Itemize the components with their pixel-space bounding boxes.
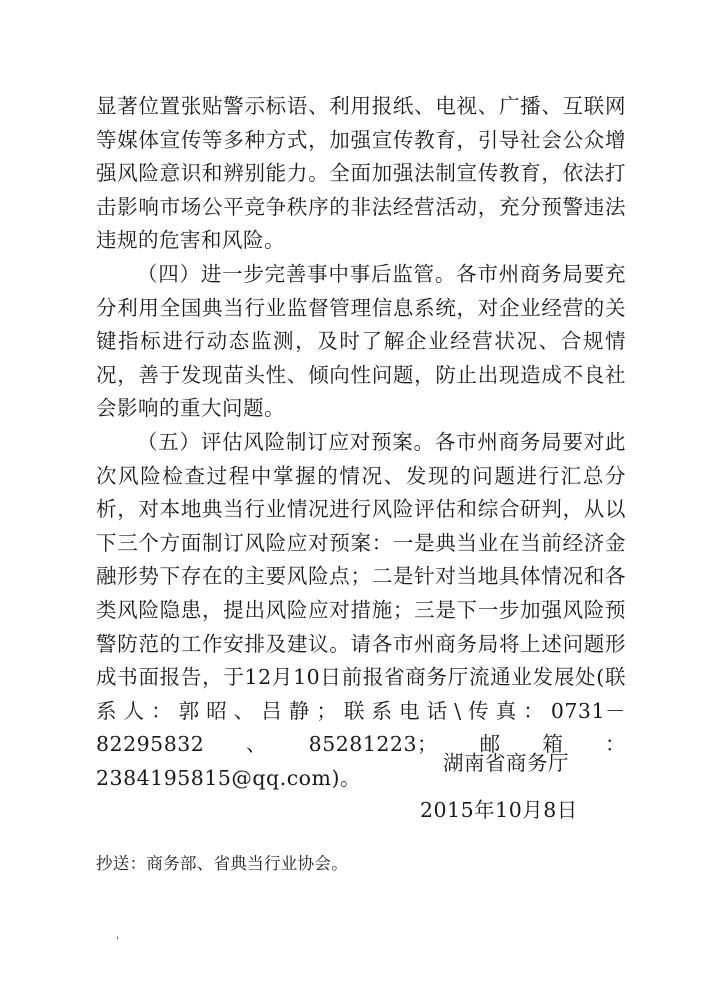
signature-organization: 湖南省商务厅 (443, 751, 569, 775)
paragraph-publicity: 显著位置张贴警示标语、利用报纸、电视、广播、互联网等媒体宣传等多种方式，加强宣传教育，引导社会公众增强风险意识和辨别能力。全面加强法制宣传教育，依法打击影响市场公平竞争秩序的非法经营活动，充分预警违法违规的危害和风险。 (96, 94, 626, 253)
cc-line: 抄送：商务部、省典当行业协会。 (96, 854, 348, 873)
stray-mark: ' (116, 936, 119, 947)
paragraph-supervision: （四）进一步完善事中事后监管。各市州商务局要充分利用全国典当行业监督管理信息系统，对企业经营的关键指标进行动态监测，及时了解企业经营状况、合规情况，善于发现苗头性、倾向性问题，防止出现造成不良社会影响的重大问题。 (96, 261, 626, 421)
paragraph-risk-plan: （五）评估风险制订应对预案。各市州商务局要对此次风险检查过程中掌握的情况、发现的问题进行汇总分析，对本地典当行业情况进行风险评估和综合研判，从以下三个方面制订风险应对预案：一是典当业在当前经济金融形势下存在的主要风险点；二是针对当地具体情况和各类风险隐患，提出风险应对措施；三是下一步加强风险预警防范的工作安排及建议。请各市州商务局将上述问题形成书面报告，于12月10日前报省商务厅流通业发展处(联系人：郭昭、吕静；联系电话\传真：0731－82295832、85281223；邮箱：2384195815@qq.com)。 (96, 429, 626, 790)
document-body (96, 90, 626, 795)
signature-date: 2015年10月8日 (420, 798, 578, 822)
